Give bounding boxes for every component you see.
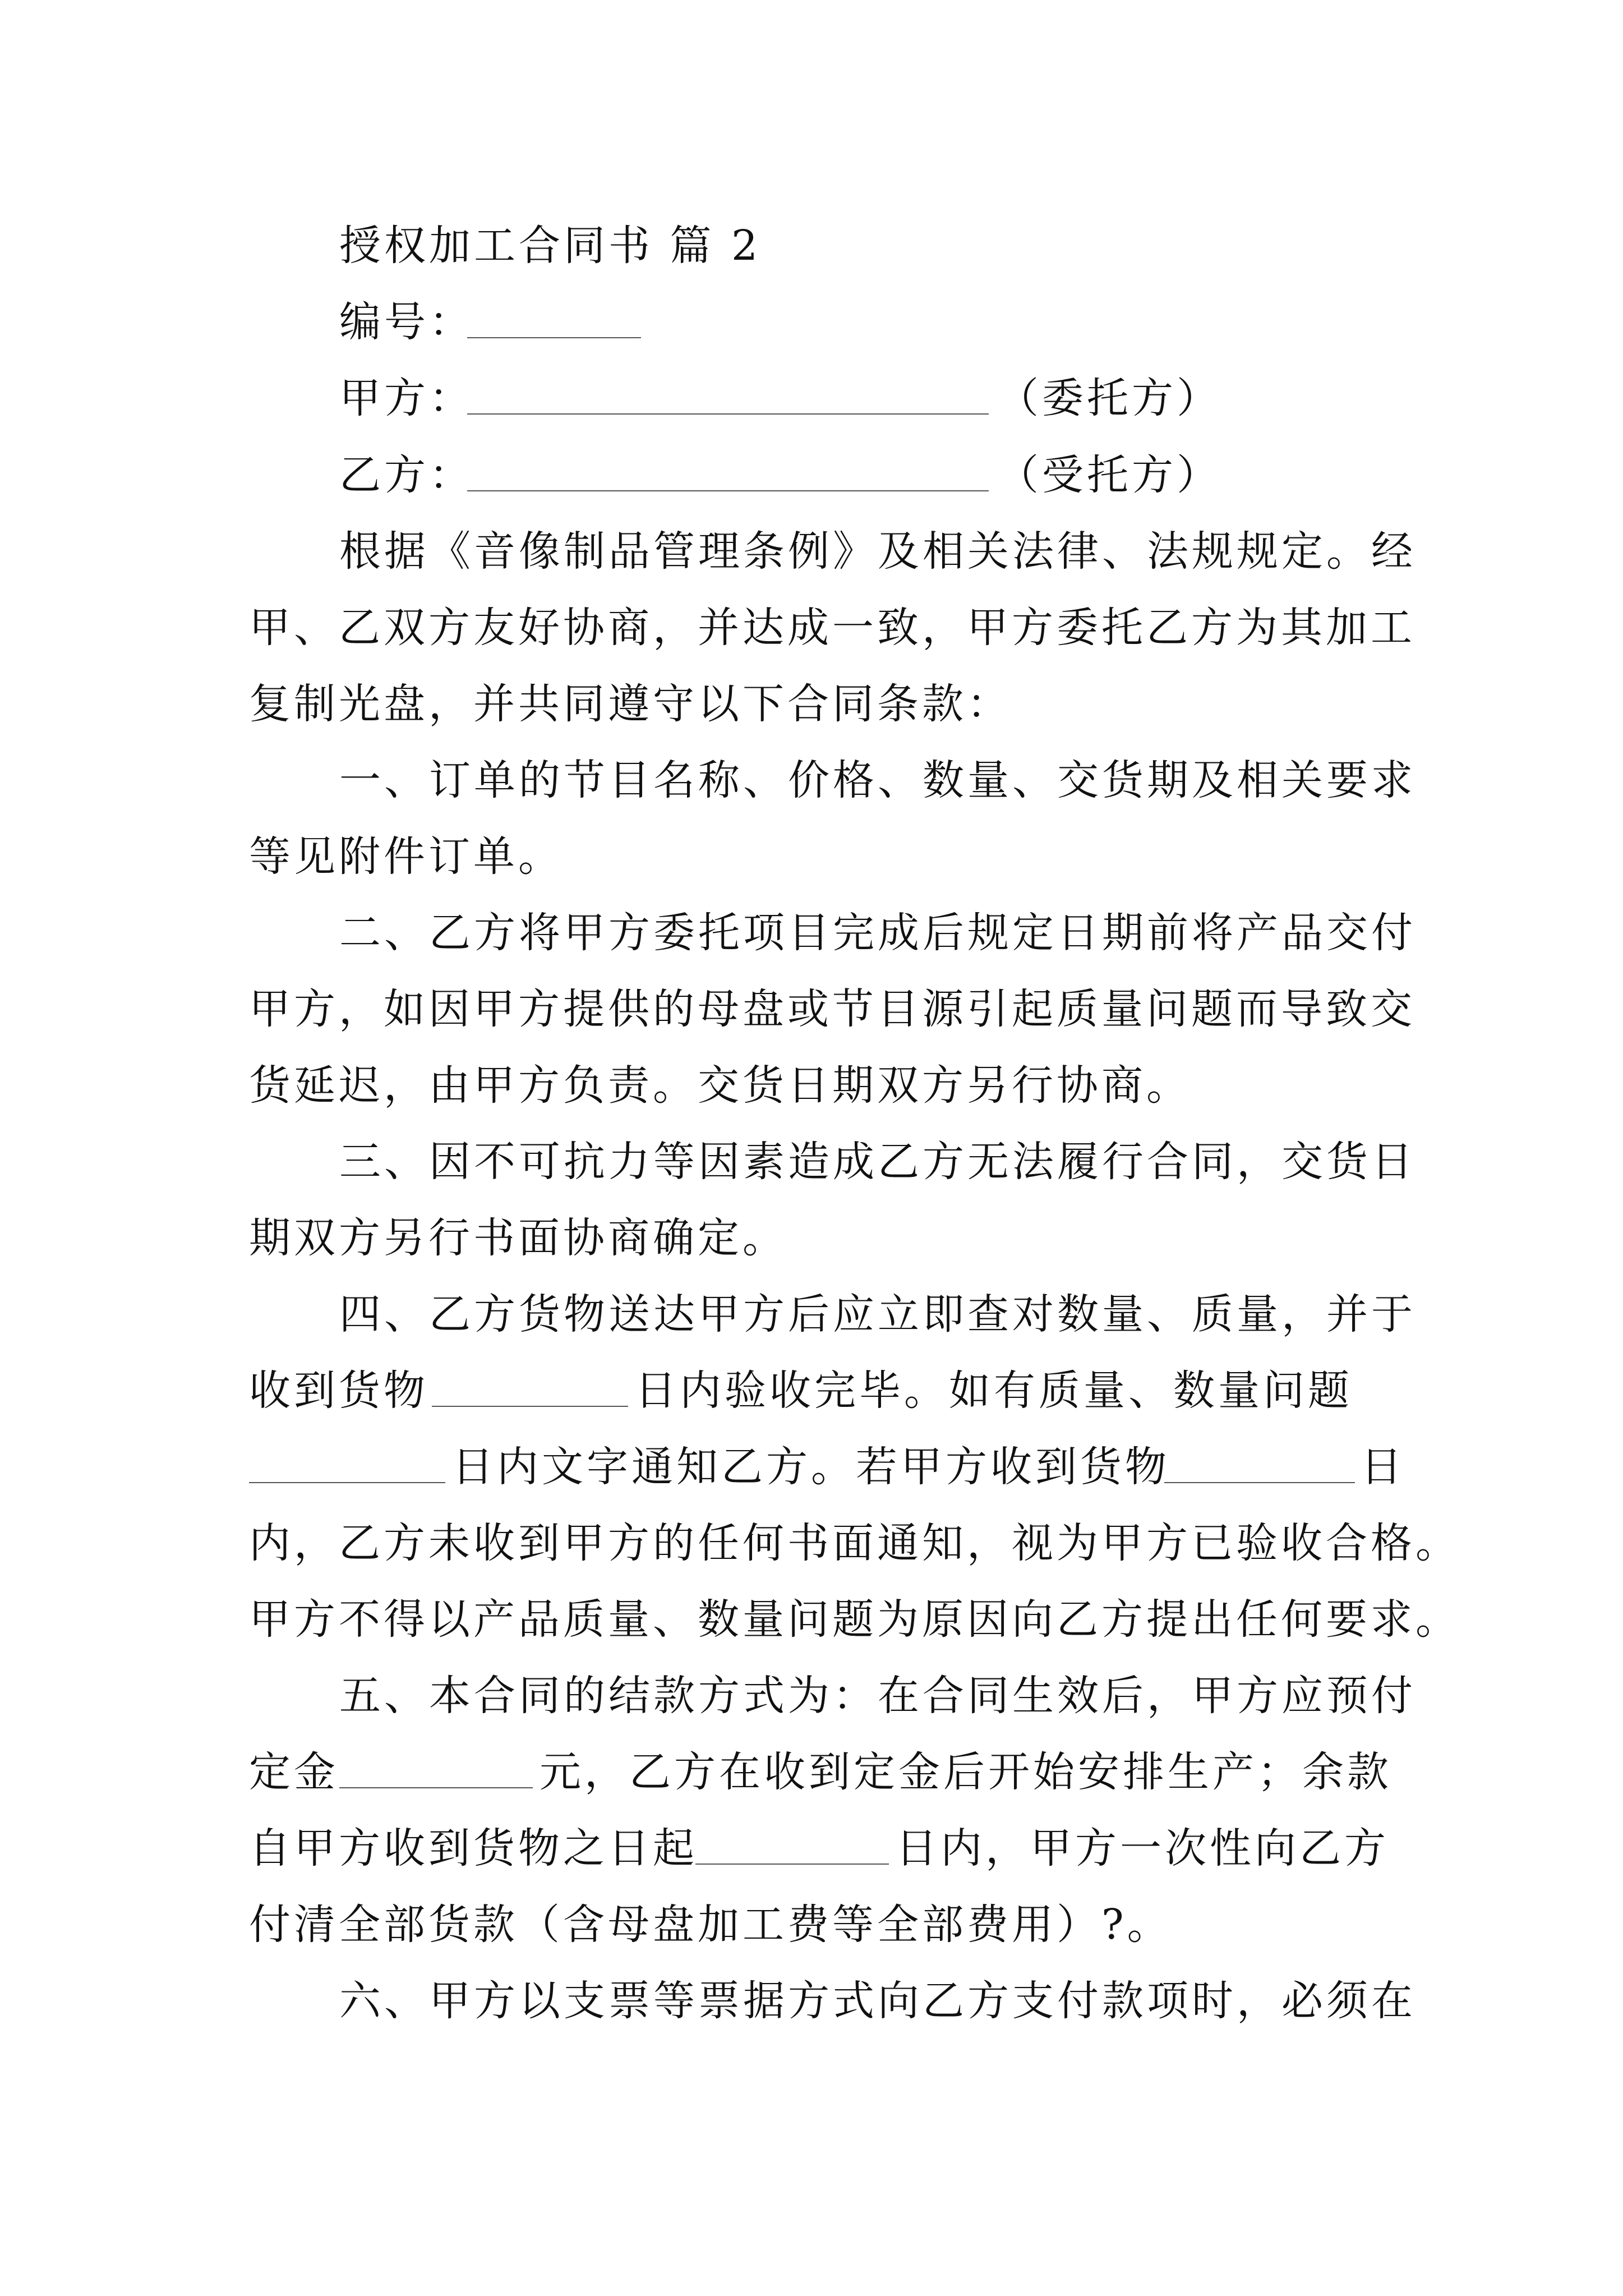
clause2-text-3: 货延迟，由甲方负责。交货日期双方另行协商。 (249, 1061, 1191, 1110)
party-a-label: 甲方： (339, 374, 474, 422)
clause4-line-5 (0, 1589, 1623, 1650)
clause5-line-3 (0, 1818, 1623, 1879)
number-line (0, 291, 1623, 353)
party-a-role: （委托方） (997, 374, 1221, 422)
clause5-days-blank (695, 1864, 889, 1865)
clause1-line-1 (0, 749, 1623, 811)
clause4-days-blank-3 (1164, 1482, 1355, 1483)
clause5-deposit-blank (339, 1787, 533, 1788)
clause5-text-3b: 日内，甲方一次性向乙方 (896, 1824, 1389, 1872)
intro-text-3: 复制光盘，并共同遵守以下合同条款： (249, 680, 1012, 728)
clause4-line-2 (0, 1360, 1623, 1421)
clause4-text-2a: 收到货物 (249, 1366, 428, 1415)
clause1-text-2: 等见附件订单。 (249, 832, 563, 881)
clause3-line-2 (0, 1207, 1623, 1269)
clause5-line-4 (0, 1894, 1623, 1955)
clause6-text-1: 六、甲方以支票等票据方式向乙方支付款项时，必须在 (339, 1977, 1416, 2025)
clause5-text-2a: 定金 (249, 1748, 339, 1796)
intro-line-2 (0, 597, 1623, 659)
document-title: 授权加工合同书 篇 2 (339, 222, 762, 270)
clause4-line-3 (0, 1436, 1623, 1498)
clause2-text-2: 甲方，如因甲方提供的母盘或节目源引起质量问题而导致交 (249, 985, 1415, 1033)
clause4-line-4 (0, 1512, 1623, 1574)
number-blank (467, 337, 641, 338)
intro-text-1: 根据《音像制品管理条例》及相关法律、法规规定。经 (339, 527, 1416, 576)
clause5-line-1 (0, 1665, 1623, 1727)
clause1-text-1: 一、订单的节目名称、价格、数量、交货期及相关要求 (339, 756, 1416, 804)
heading-line (0, 215, 1623, 277)
clause2-text-1: 二、乙方将甲方委托项目完成后规定日期前将产品交付 (339, 909, 1416, 957)
clause2-line-2 (0, 978, 1623, 1040)
party-b-role: （受托方） (997, 451, 1221, 499)
clause4-text-5: 甲方不得以产品质量、数量问题为原因向乙方提出任何要求。 (249, 1595, 1460, 1644)
clause4-days-blank-1 (432, 1406, 628, 1407)
clause5-line-2 (0, 1741, 1623, 1803)
clause5-text-2b: 元，乙方在收到定金后开始安排生产；余款 (540, 1748, 1392, 1796)
intro-text-2: 甲、乙双方友好协商，并达成一致，甲方委托乙方为其加工 (249, 604, 1415, 652)
clause2-line-1 (0, 902, 1623, 964)
party-a-line (0, 367, 1623, 429)
clause3-line-1 (0, 1131, 1623, 1193)
clause5-text-1: 五、本合同的结款方式为：在合同生效后，甲方应预付 (339, 1672, 1416, 1720)
clause4-text-4: 内，乙方未收到甲方的任何书面通知，视为甲方已验收合格。 (249, 1519, 1460, 1567)
clause3-text-1: 三、因不可抗力等因素造成乙方无法履行合同，交货日 (339, 1138, 1416, 1186)
clause4-line-1 (0, 1283, 1623, 1345)
clause4-text-3a: 日内文字通知乙方。若甲方收到货物 (452, 1443, 1170, 1491)
clause4-days-blank-2 (249, 1482, 445, 1483)
party-b-line (0, 444, 1623, 506)
clause4-text-2b: 日内验收完毕。如有质量、数量问题 (635, 1366, 1353, 1415)
clause4-text-3b: 日 (1361, 1443, 1405, 1491)
intro-line-3 (0, 673, 1623, 735)
party-b-label: 乙方： (339, 451, 474, 499)
party-a-blank (467, 413, 989, 415)
party-b-blank (467, 490, 989, 491)
clause2-line-3 (0, 1055, 1623, 1116)
intro-line-1 (0, 521, 1623, 582)
clause6-line-1 (0, 1970, 1623, 2032)
clause3-text-2: 期双方另行书面协商确定。 (249, 1214, 787, 1262)
clause1-line-2 (0, 826, 1623, 887)
number-label: 编号： (339, 298, 474, 346)
clause5-text-3a: 自甲方收到货物之日起 (249, 1824, 698, 1872)
clause4-text-1: 四、乙方货物送达甲方后应立即查对数量、质量，并于 (339, 1290, 1416, 1338)
clause5-text-4: 付清全部货款（含母盘加工费等全部费用）?。 (249, 1901, 1172, 1949)
